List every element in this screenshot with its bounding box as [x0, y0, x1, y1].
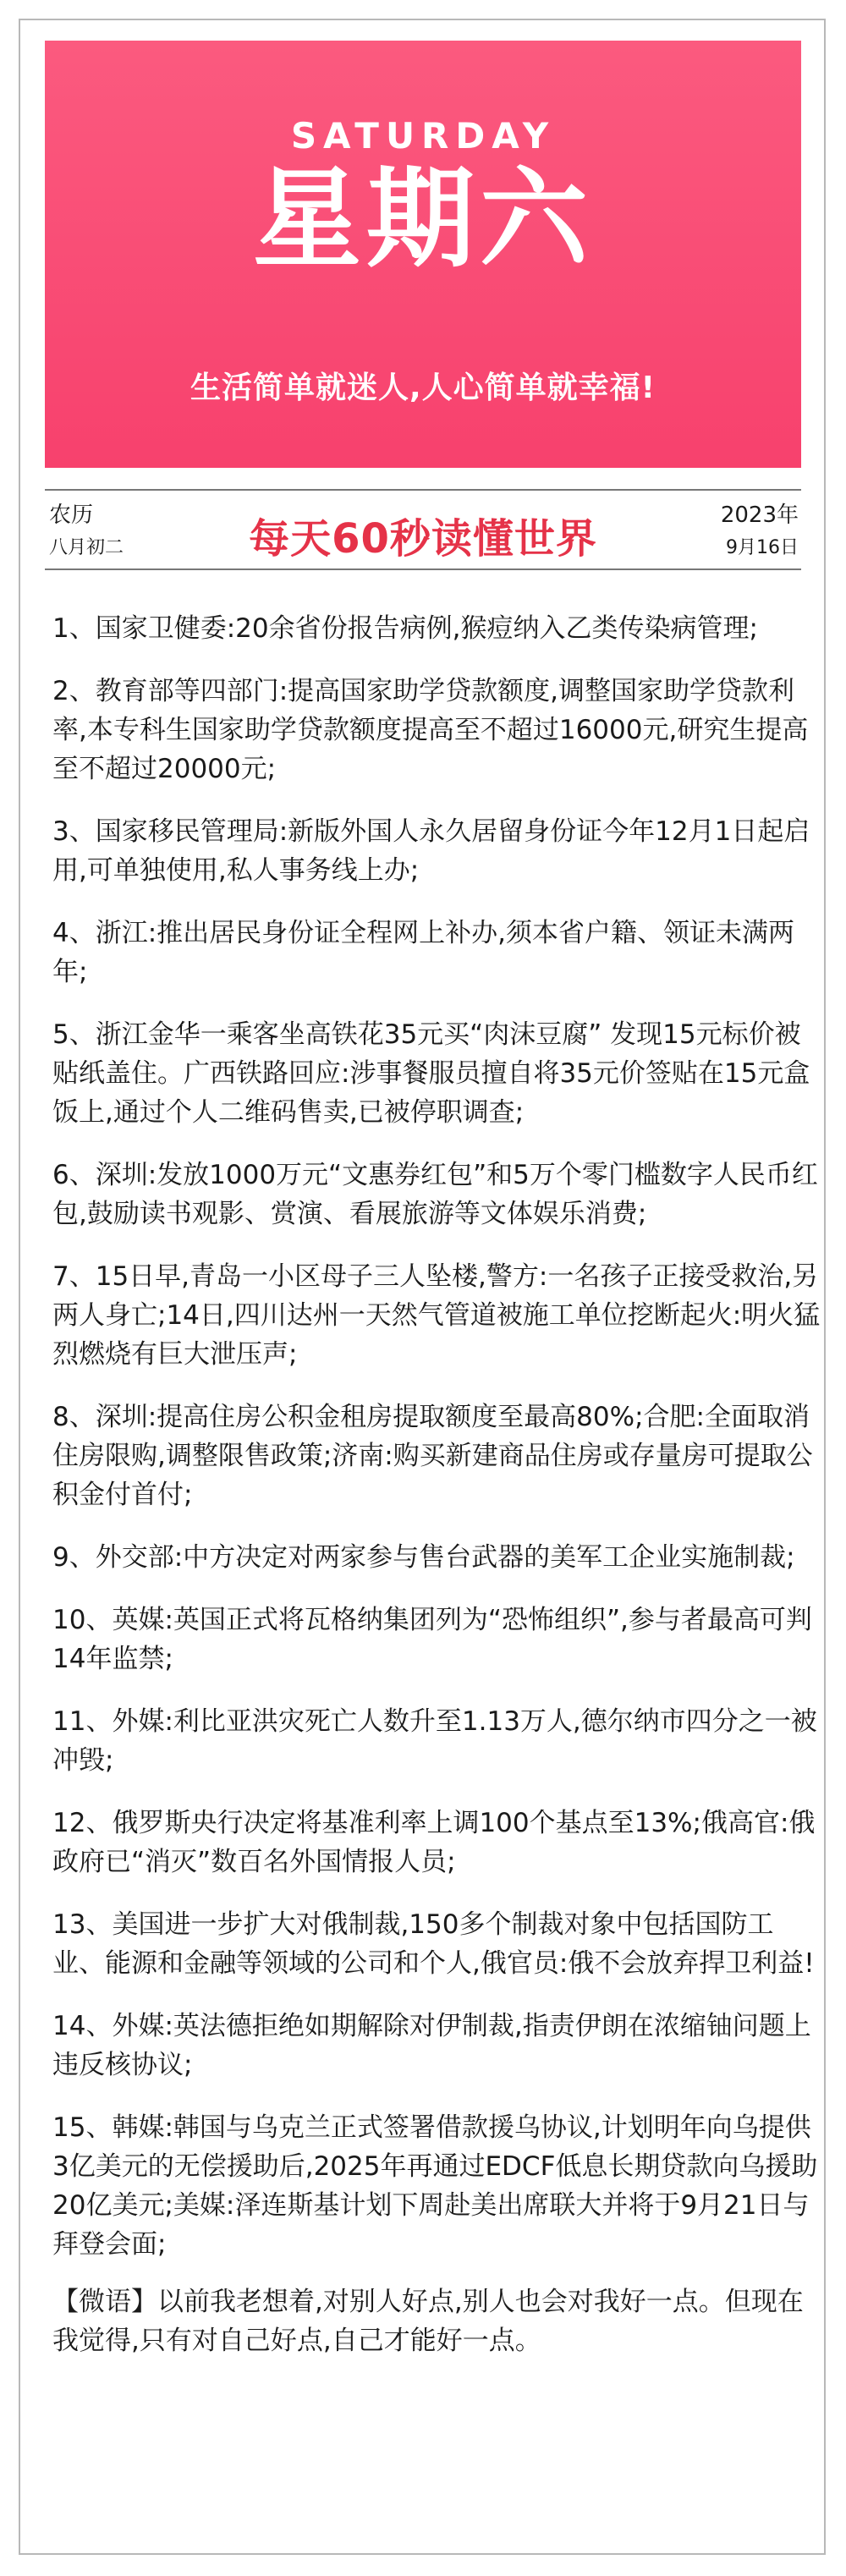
news-item: 4、浙江:推出居民身份证全程网上补办,须本省户籍、领证未满两年;	[52, 918, 795, 987]
news-item: 15、韩媒:韩国与乌克兰正式签署借款援乌协议,计划明年向乌提供3亿美元的无偿援助后,2025年再通过EDCF低息长期贷款向乌援助20亿美元;美媒:泽连斯基计划下周赴美出席联大并将于9月21日与拜登会面;	[52, 2112, 818, 2260]
micro-quote: 【微语】以前我老想着,对别人好点,别人也会对我好一点。但现在我觉得,只有对自己好点,自己才能好一点。	[52, 2287, 804, 2356]
news-item: 14、外媒:英法德拒绝如期解除对伊制裁,指责伊朗在浓缩铀问题上违反核协议;	[52, 2011, 811, 2080]
news-item: 3、国家移民管理局:新版外国人永久居留身份证今年12月1日起启用,可单独使用,私人事务线上办;	[52, 816, 810, 886]
top-divider	[45, 489, 801, 491]
headline: 每天60秒读懂世界	[249, 515, 597, 563]
news-item: 10、英媒:英国正式将瓦格纳集团列为“恐怖组织”,参与者最高可判14年监禁;	[52, 1605, 812, 1674]
weekday-english: SATURDAY	[290, 115, 556, 157]
news-item: 11、外媒:利比亚洪灾死亡人数升至1.13万人,德尔纳市四分之一被冲毁;	[52, 1706, 817, 1776]
lunar-date: 八月初二	[49, 537, 124, 558]
news-item: 6、深圳:发放1000万元“文惠券红包”和5万个零门槛数字人民币红包,鼓励读书观影、赏演、看展旅游等文体娱乐消费;	[52, 1160, 818, 1229]
date-label: 9月16日	[726, 537, 799, 558]
date-banner	[45, 41, 801, 468]
news-item: 12、俄罗斯央行决定将基准利率上调100个基点至13%;俄高官:俄政府已“消灭”数百名外国情报人员;	[52, 1808, 816, 1877]
year-label: 2023年	[720, 503, 799, 528]
weekday-chinese: 星期六	[252, 157, 593, 283]
news-item: 2、教育部等四部门:提高国家助学贷款额度,调整国家助学贷款利率,本专科生国家助学贷款额度提高至不超过16000元,研究生提高至不超过20000元;	[52, 676, 809, 784]
news-item: 8、深圳:提高住房公积金租房提取额度至最高80%;合肥:全面取消住房限购,调整限售政策;济南:购买新建商品住房或存量房可提取公积金付首付;	[52, 1402, 813, 1510]
bottom-divider	[45, 568, 801, 570]
news-item: 7、15日早,青岛一小区母子三人坠楼,警方:一名孩子正接受救治,另两人身亡;14日,四川达州一天然气管道被施工单位挖断起火:明火猛烈燃烧有巨大泄压声;	[52, 1261, 821, 1370]
news-item: 9、外交部:中方决定对两家参与售台武器的美军工企业实施制裁;	[52, 1542, 795, 1573]
news-item: 1、国家卫健委:20余省份报告病例,猴痘纳入乙类传染病管理;	[52, 613, 758, 644]
lunar-label: 农历	[49, 503, 94, 528]
news-item: 5、浙江金华一乘客坐高铁花35元买“肉沫豆腐” 发现15元标价被贴纸盖住。广西铁路回应:涉事餐服员擅自将35元价签贴在15元盒饭上,通过个人二维码售卖,已被停职调查;	[52, 1019, 810, 1128]
news-list	[52, 609, 822, 2360]
news-item: 13、美国进一步扩大对俄制裁,150多个制裁对象中包括国防工业、能源和金融等领域的公司和个人,俄官员:俄不会放弃捍卫利益!	[52, 1909, 815, 1979]
banner-slogan: 生活简单就迷人,人心简单就幸福!	[190, 371, 656, 405]
